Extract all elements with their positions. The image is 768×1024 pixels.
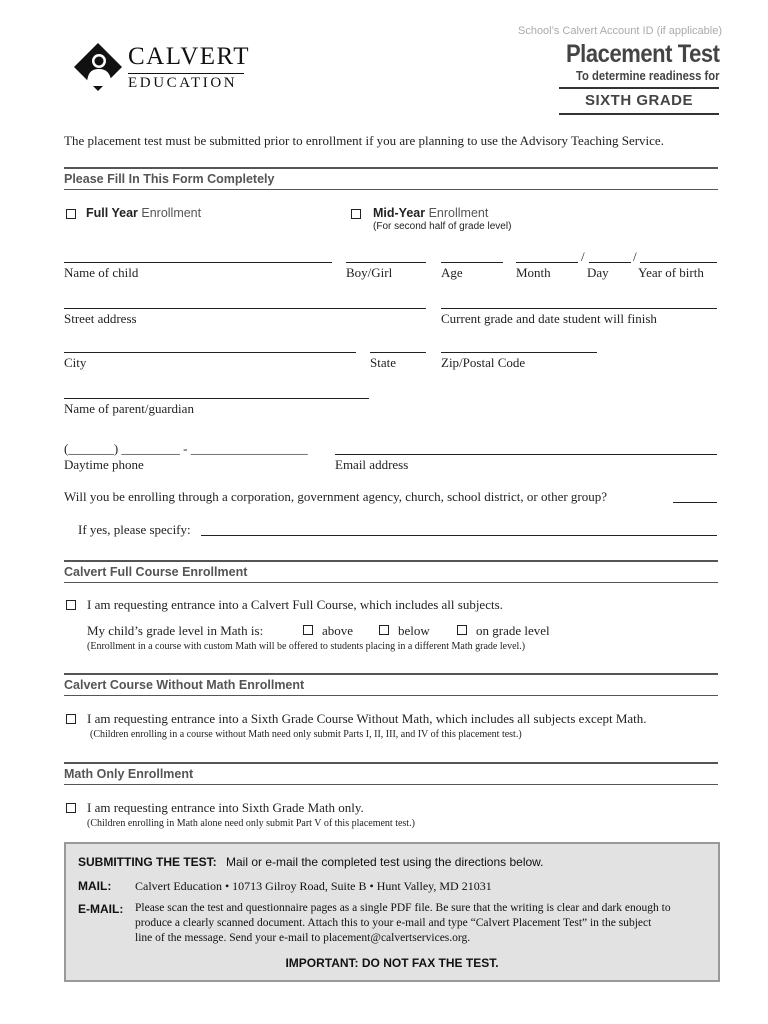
page-subtitle: To determine readiness for — [576, 69, 720, 83]
age-field[interactable] — [441, 262, 503, 263]
math-on-grade-checkbox[interactable] — [457, 625, 467, 635]
current-grade-field[interactable] — [441, 308, 717, 309]
math-above-checkbox[interactable] — [303, 625, 313, 635]
sex-field[interactable] — [346, 262, 426, 263]
parent-name-field[interactable] — [64, 398, 369, 399]
section-header-without-math: Calvert Course Without Math Enrollment — [64, 673, 718, 696]
street-address-field[interactable] — [64, 308, 426, 309]
submit-heading: SUBMITTING THE TEST: — [78, 855, 217, 869]
without-math-note: (Children enrolling in a course without Math need only submit Parts I, II, III, and IV of this placement test.) — [90, 729, 522, 740]
year-of-birth-label: Year of birth — [638, 265, 704, 280]
full-year-label: Full Year Enrollment — [86, 206, 202, 220]
full-course-request: I am requesting entrance into a Calvert Full Course, which includes all subjects. — [87, 597, 503, 612]
logo-subwordmark: EDUCATION — [128, 75, 238, 91]
section-header-full-course: Calvert Full Course Enrollment — [64, 560, 718, 583]
if-yes-label: If yes, please specify: — [78, 522, 191, 537]
phone-label: Daytime phone — [64, 457, 144, 472]
zip-label: Zip/Postal Code — [441, 355, 526, 370]
state-label: State — [370, 355, 396, 370]
current-grade-label: Current grade and date student will finish — [441, 311, 657, 326]
without-math-checkbox[interactable] — [66, 714, 76, 724]
city-label: City — [64, 355, 87, 370]
mail-address: Calvert Education • 10713 Gilroy Road, Suite B • Hunt Valley, MD 21031 — [135, 879, 492, 893]
email-instructions-label: E-MAIL: — [78, 902, 124, 916]
email-instructions-line-3: line of the message. Send your e-mail to placement@calvertservices.org. — [135, 932, 471, 944]
phone-field[interactable]: (_______) _________ - __________________ — [64, 441, 308, 456]
mail-label: MAIL: — [78, 879, 112, 893]
parent-name-label: Name of parent/guardian — [64, 401, 194, 416]
logo-divider — [128, 73, 244, 74]
intro-text: The placement test must be submitted prior to enrollment if you are planning to use the Advisory Teaching Service. — [64, 133, 664, 148]
street-address-label: Street address — [64, 311, 137, 326]
email-field[interactable] — [335, 454, 717, 455]
group-answer-field[interactable] — [673, 502, 717, 503]
birth-day-field[interactable] — [589, 262, 631, 263]
group-question: Will you be enrolling through a corporation, government agency, church, school district, or other group? — [64, 489, 608, 504]
mid-year-note: (For second half of grade level) — [373, 221, 512, 232]
age-label: Age — [441, 265, 463, 280]
math-on-grade-label: on grade level — [476, 623, 550, 638]
logo-wordmark: CALVERT — [128, 43, 250, 70]
group-specify-field[interactable] — [201, 535, 717, 536]
important-notice: IMPORTANT: DO NOT FAX THE TEST. — [285, 956, 499, 970]
zip-field[interactable] — [441, 352, 597, 353]
section-header-math-only: Math Only Enrollment — [64, 762, 718, 785]
email-label: Email address — [335, 457, 409, 472]
math-only-checkbox[interactable] — [66, 803, 76, 813]
email-instructions-line-1: Please scan the test and questionnaire pages as a single PDF file. Be sure that the writing is clear and dark enough to — [135, 902, 671, 914]
day-label: Day — [587, 265, 609, 280]
section-header-form: Please Fill In This Form Completely — [64, 167, 718, 190]
math-only-request: I am requesting entrance into Sixth Grade Math only. — [87, 800, 364, 815]
full-course-checkbox[interactable] — [66, 600, 76, 610]
math-below-checkbox[interactable] — [379, 625, 389, 635]
birth-month-field[interactable] — [516, 262, 578, 263]
mid-year-checkbox[interactable] — [351, 209, 361, 219]
mid-year-label: Mid-Year Enrollment — [373, 206, 489, 220]
birth-year-field[interactable] — [640, 262, 717, 263]
full-year-checkbox[interactable] — [66, 209, 76, 219]
submission-instructions-panel — [64, 842, 720, 982]
child-name-label: Name of child — [64, 265, 139, 280]
grade-level-banner: SIXTH GRADE — [559, 87, 719, 115]
date-separator: / — [581, 249, 585, 264]
email-instructions-line-2: produce a clearly scanned document. Attach this to your e-mail and type “Calvert Placement Test” in the subject — [135, 917, 652, 929]
month-label: Month — [516, 265, 551, 280]
state-field[interactable] — [370, 352, 426, 353]
page-title: Placement Test — [566, 40, 720, 68]
math-only-note: (Children enrolling in Math alone need only submit Part V of this placement test.) — [87, 818, 415, 829]
city-field[interactable] — [64, 352, 356, 353]
full-course-note: (Enrollment in a course with custom Math will be offered to students placing in a different Math grade level.) — [87, 641, 526, 652]
sex-label: Boy/Girl — [346, 265, 393, 280]
calvert-logo-icon — [73, 42, 123, 92]
account-id-label: School’s Calvert Account ID (if applicable) — [517, 25, 722, 37]
date-separator: / — [633, 249, 637, 264]
child-name-field[interactable] — [64, 262, 332, 263]
submit-heading-text: Mail or e-mail the completed test using the directions below. — [226, 855, 544, 869]
without-math-request: I am requesting entrance into a Sixth Grade Course Without Math, which includes all subjects except Math. — [87, 711, 647, 726]
math-level-label: My child’s grade level in Math is: — [87, 623, 264, 638]
math-below-label: below — [398, 623, 430, 638]
math-above-label: above — [322, 623, 354, 638]
